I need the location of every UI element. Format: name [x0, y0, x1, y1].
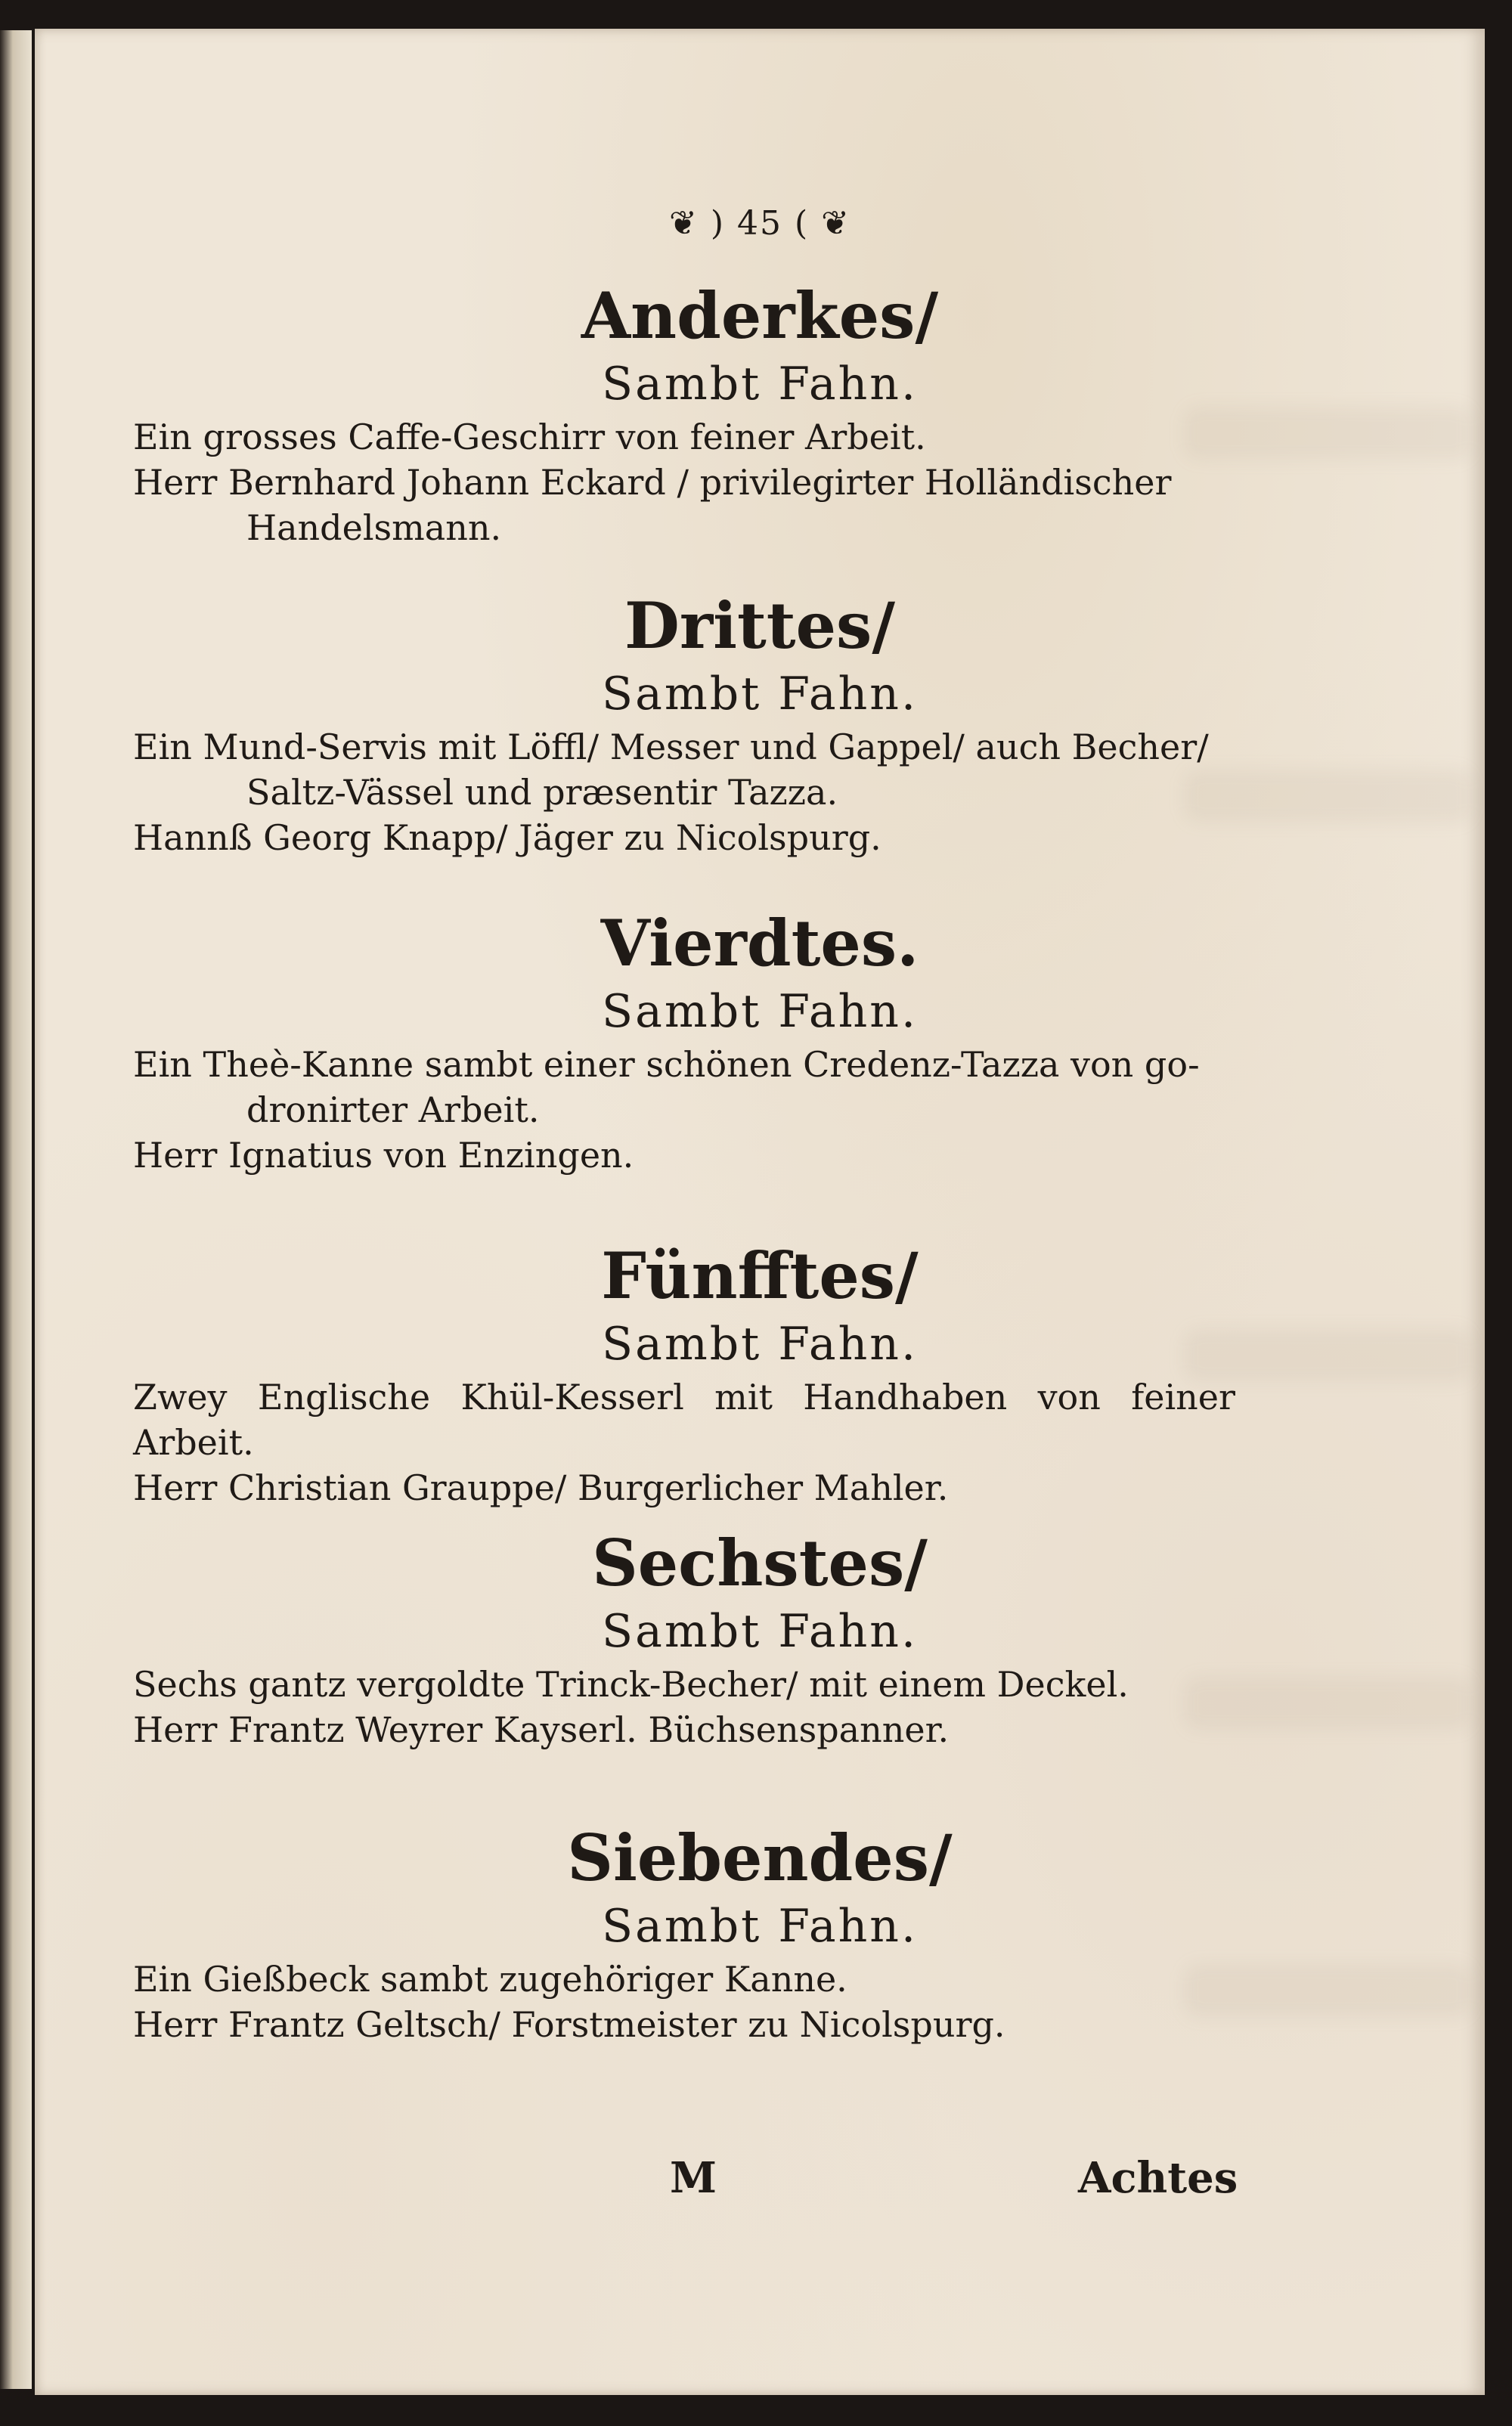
- prize-item: Zwey Englische Khül-Kesserl mit Handhaben von feiner Arbeit.: [133, 1377, 1235, 1463]
- section-anderkes: [35, 278, 1485, 550]
- section-heading: Sechstes/: [592, 1526, 928, 1600]
- donor-line: Herr Ignatius von Enzingen.: [133, 1135, 634, 1176]
- section-heading: Vierdtes.: [600, 906, 919, 981]
- prize-item-cont: dronirter Arbeit.: [246, 1089, 540, 1130]
- prize-item: Ein Gießbeck sambt zugehöriger Kanne.: [133, 1959, 847, 2000]
- section-fuenfftes: [35, 1238, 1485, 1510]
- prize-item-cont: Saltz-Vässel und præsentir Tazza.: [246, 772, 838, 813]
- donor-line-cont: Handelsmann.: [246, 507, 502, 548]
- donor-line: Herr Frantz Weyrer Kayserl. Büchsenspanner.: [133, 1709, 950, 1750]
- section-subheading: Sambt Fahn.: [601, 1605, 919, 1658]
- prize-item: Ein Theè-Kanne sambt einer schönen Credenz-Tazza von go-: [133, 1044, 1200, 1085]
- signature-mark: M: [670, 2153, 717, 2203]
- prize-item: Ein grosses Caffe-Geschirr von feiner Arbeit.: [133, 417, 926, 457]
- catchword: Achtes: [1078, 2153, 1238, 2203]
- section-subheading: Sambt Fahn.: [601, 668, 919, 720]
- section-vierdtes: [35, 906, 1485, 1178]
- donor-line: Herr Frantz Geltsch/ Forstmeister zu Nicolspurg.: [133, 2004, 1005, 2045]
- section-siebendes: [35, 1820, 1485, 2047]
- donor-line: Herr Christian Grauppe/ Burgerlicher Mahler.: [133, 1467, 949, 1508]
- section-drittes: [35, 588, 1485, 860]
- section-subheading: Sambt Fahn.: [601, 1900, 919, 1953]
- section-subheading: Sambt Fahn.: [601, 985, 919, 1038]
- prize-item: Ein Mund-Servis mit Löffl/ Messer und Gappel/ auch Becher/: [133, 727, 1209, 767]
- section-sechstes: [35, 1526, 1485, 1752]
- section-heading: Fünfftes/: [601, 1238, 919, 1313]
- section-heading: Drittes/: [624, 588, 896, 663]
- page-number-header: ❦ ) 45 ( ❦: [669, 204, 850, 243]
- section-heading: Siebendes/: [567, 1820, 953, 1895]
- book-spine-edge: [0, 30, 32, 2389]
- page-footer: [35, 2153, 1485, 2214]
- section-heading: Anderkes/: [581, 278, 939, 353]
- prize-item: Sechs gantz vergoldte Trinck-Becher/ mit einem Deckel.: [133, 1664, 1129, 1705]
- donor-line: Herr Bernhard Johann Eckard / privilegirter Holländischer: [133, 462, 1172, 503]
- book-page: [35, 29, 1485, 2395]
- donor-line: Hannß Georg Knapp/ Jäger zu Nicolspurg.: [133, 817, 881, 858]
- section-subheading: Sambt Fahn.: [601, 358, 919, 411]
- section-subheading: Sambt Fahn.: [601, 1318, 919, 1371]
